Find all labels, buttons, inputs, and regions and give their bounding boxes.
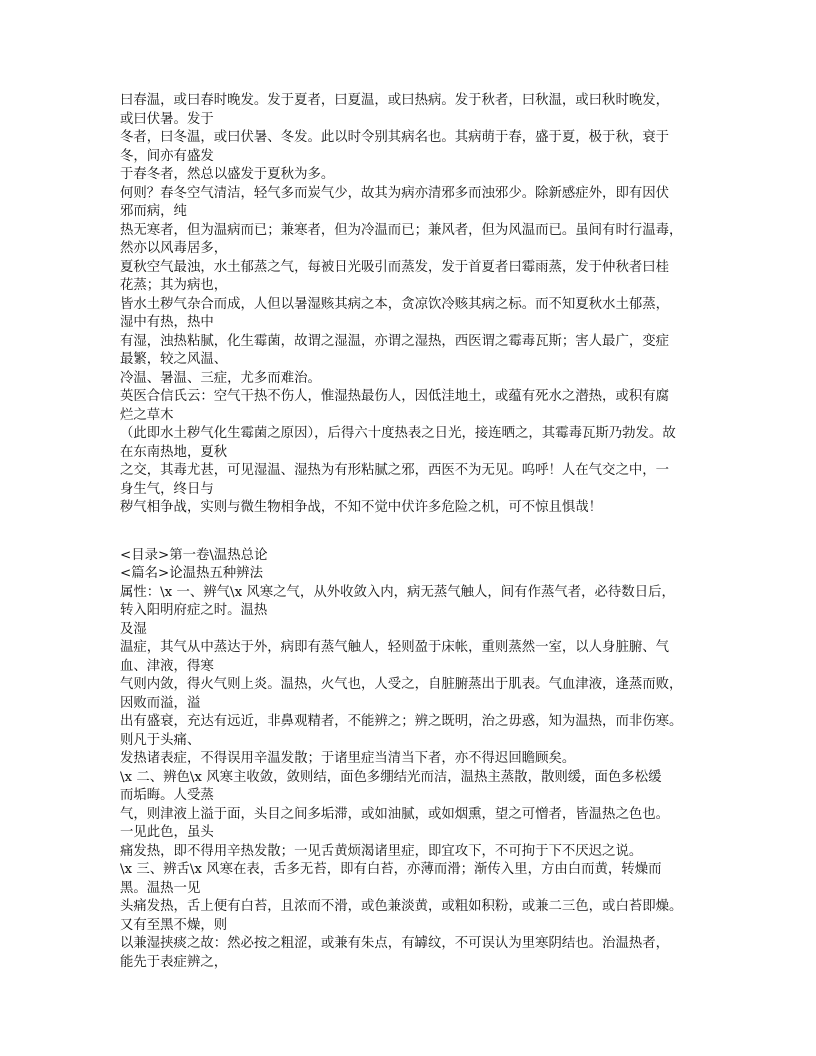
text-line: 出有盛衰，充达有远近，非鼻观精者，不能辨之；辨之既明，治之毋惑，知为温热，而非伤寒。 — [120, 714, 683, 729]
text-line: 夏秋空气最浊，水土郁蒸之气，每被日光吸引而蒸发，发于首夏者曰霉雨蒸，发于仲秋者曰桂 — [120, 259, 670, 275]
text-line: 英医合信氏云：空气干热不伤人，惟湿热最伤人，因低洼地土，或蕴有死水之潜热，或积有腐 — [120, 389, 670, 404]
text-line: 之交，其毒尤甚，可见湿温、湿热为有形粘腻之邪，西医不为无见。呜呼！人在气交之中，一 — [120, 463, 670, 478]
text-line: 在东南热地，夏秋 — [120, 444, 228, 460]
text-line: 又有至黑不燥，则 — [120, 917, 228, 933]
text-line: 湿中有热，热中 — [120, 315, 214, 330]
text-line: 温症，其气从中蒸达于外，病即有蒸气触人，轻则盈于床帐，重则蒸然一室，以人身脏腑、气 — [120, 640, 670, 655]
text-line: 冬，间亦有盛发 — [120, 148, 214, 164]
section-five-distinctions — [120, 547, 720, 973]
text-line: 黑。温热一见 — [120, 880, 201, 896]
text-line: \x 三、辨舌\x 风寒在表，舌多无苔，即有白苔，亦薄而滑；渐传入里，方由白而黄，转燥而 — [120, 862, 662, 877]
document-body — [120, 92, 720, 972]
text-line: 以兼湿挟痰之故：然必按之粗涩，或兼有朱点，有罅纹，不可误认为里寒阴结也。治温热者， — [120, 936, 670, 951]
text-line: 于春冬者，然总以盛发于夏秋为多。 — [120, 167, 335, 182]
text-line: 冬者，曰冬温，或曰伏暑、冬发。此以时令别其病名也。其病萌于春，盛于夏，极于秋，衰于 — [120, 130, 670, 145]
text-line: 何则？春冬空气清洁，轻气多而炭气少，故其为病亦清邪多而浊邪少。除新感症外，即有因伏 — [120, 185, 670, 201]
text-line: 邪而病，纯 — [120, 204, 187, 219]
text-line: 能先于表症辨之， — [120, 954, 228, 970]
text-line: 皆水土秽气杂合而成，人但以暑湿赅其病之本，贪凉饮冷赅其病之标。而不知夏秋水土郁蒸， — [120, 296, 670, 312]
text-line: 或曰伏暑。发于 — [120, 111, 214, 127]
text-line: 有湿，浊热粘腻，化生霉菌，故谓之湿温，亦谓之湿热，西医谓之霉毒瓦斯；害人最广，变症 — [120, 333, 670, 349]
text-line: 花蒸；其为病也， — [120, 278, 228, 293]
text-line: 血、津液，得寒 — [120, 658, 214, 674]
text-line: <目录>第一卷\温热总论 — [120, 547, 268, 563]
text-line: 身生气，终日与 — [120, 481, 214, 497]
text-line: 然亦以风毒居多， — [120, 241, 228, 256]
text-line: 而垢晦。人受蒸 — [120, 788, 214, 803]
text-line: 属性：\x 一、辨气\x 风寒之气，从外收敛入内，病无蒸气触人，间有作蒸气者，必待数日后， — [120, 584, 675, 600]
text-line: 气则内敛，得火气则上炎。温热，火气也，人受之，自脏腑蒸出于肌表。气血津液，逢蒸而败， — [120, 677, 683, 692]
text-line: 则凡于头痛、 — [120, 732, 201, 748]
text-line: 因败而溢，溢 — [120, 695, 201, 711]
text-line: <篇名>论温热五种辨法 — [120, 566, 263, 581]
text-line: 热无寒者，但为温病而已；兼寒者，但为冷温而已；兼风者，但为风温而已。虽间有时行温毒， — [120, 222, 683, 238]
text-line: 气，则津液上溢于面，头目之间多垢滞，或如油腻，或如烟熏，望之可憎者，皆温热之色也。 — [120, 806, 670, 822]
section-gap — [120, 518, 720, 547]
text-line: 秽气相争战，实则与微生物相争战，不知不觉中伏许多危险之机，可不惊且惧哉！ — [120, 500, 603, 515]
text-line: 烂之草木 — [120, 407, 174, 423]
text-line: 头痛发热，舌上便有白苔，且浓而不滑，或色兼淡黄，或粗如积粉，或兼二三色，或白苔即燥。 — [120, 899, 683, 914]
text-line: 转入阳明府症之时。温热 — [120, 603, 268, 618]
text-line: 最繁，较之风温、 — [120, 352, 228, 367]
text-line: 痛发热，即不得用辛热发散；一见舌黄烦渴诸里症，即宜攻下，不可拘于下不厌迟之说。 — [120, 843, 643, 859]
text-line: 一见此色，虽头 — [120, 825, 214, 840]
text-line: 曰春温，或曰春时晚发。发于夏者，曰夏温，或曰热病。发于秋者，曰秋温，或曰秋时晚发， — [120, 93, 670, 108]
text-line: （此即水土秽气化生霉菌之原因），后得六十度热表之日光，接连晒之，其霉毒瓦斯乃勃发。故 — [120, 426, 676, 441]
text-line: 冷温、暑温、三症，尤多而难治。 — [120, 370, 321, 386]
text-line: 发热诸表症，不得误用辛温发散；于诸里症当清当下者，亦不得迟回瞻顾矣。 — [120, 751, 576, 766]
text-line: 及湿 — [120, 621, 147, 637]
text-line: \x 二、辨色\x 风寒主收敛，敛则结，面色多绷结光而洁，温热主蒸散，散则缓，面色多松缓 — [120, 769, 662, 785]
section-seasonal-diseases — [120, 92, 720, 518]
